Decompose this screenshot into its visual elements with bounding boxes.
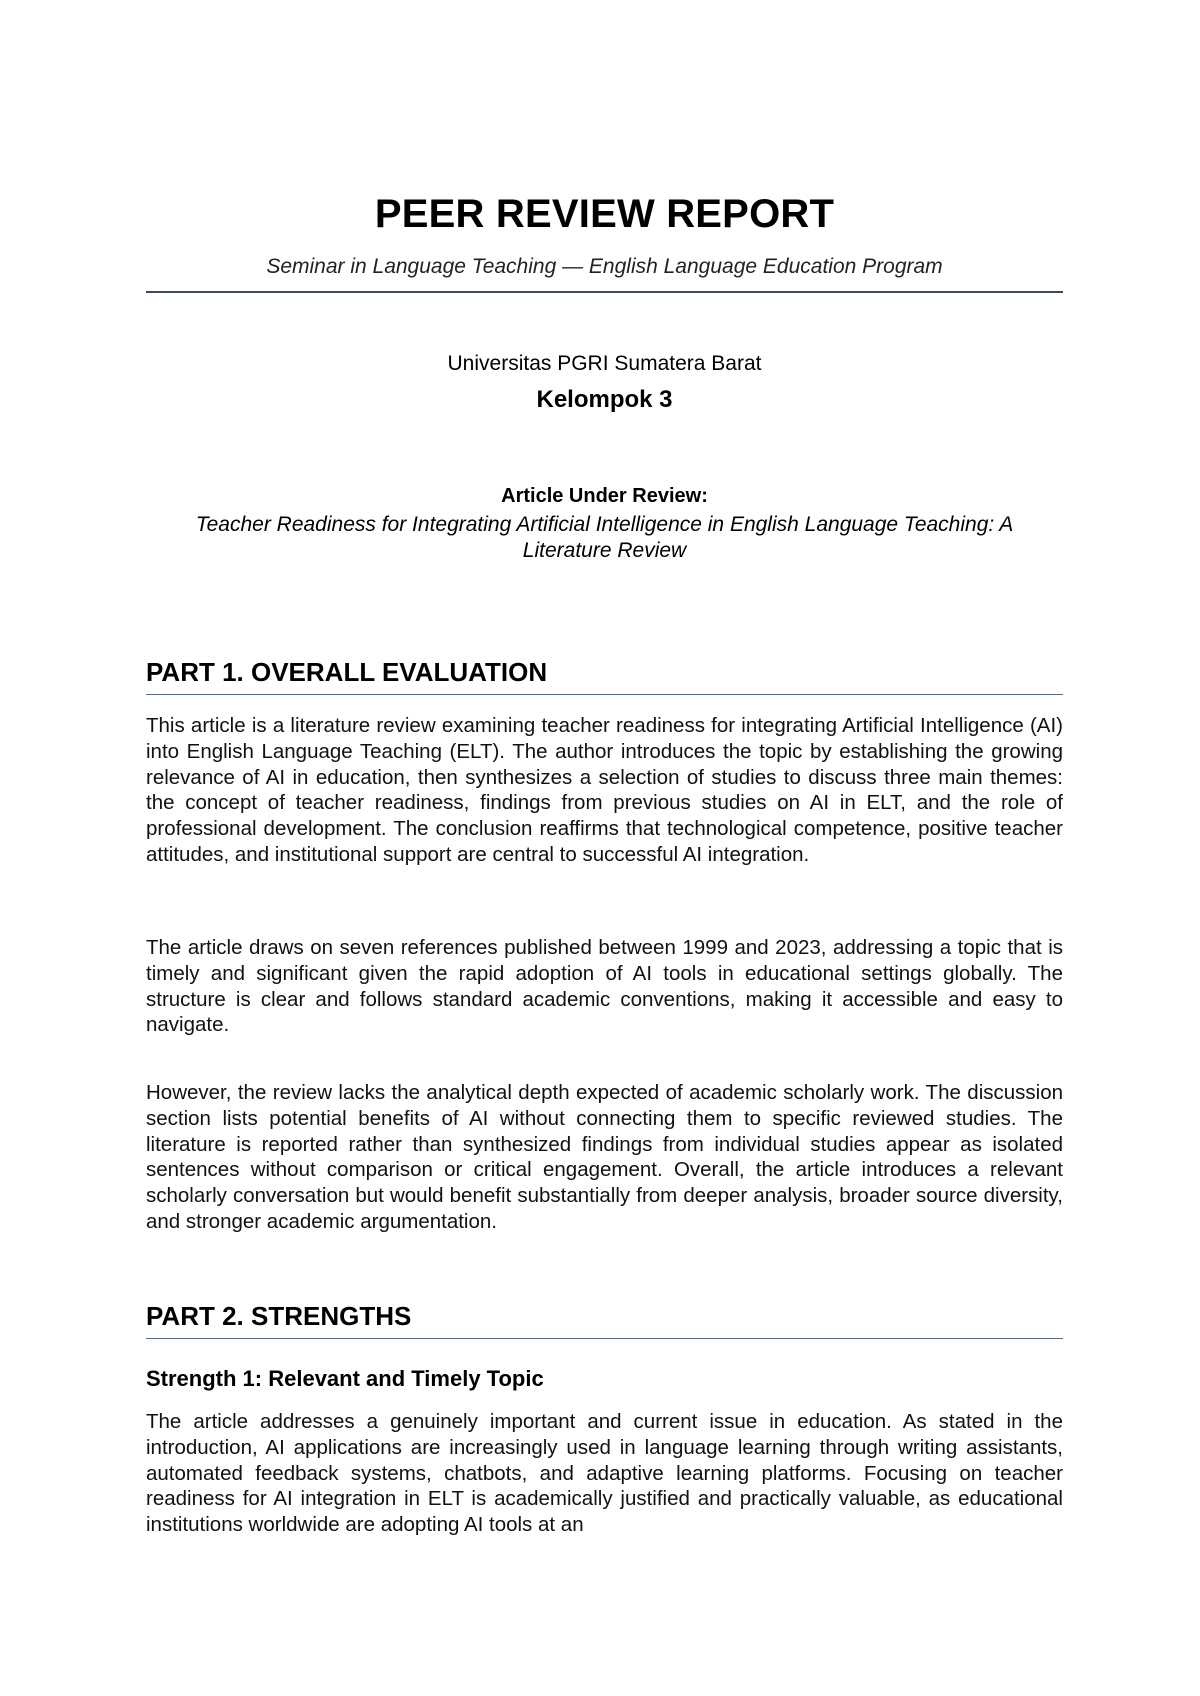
strength1-paragraph: The article addresses a genuinely important and current issue in education. As stated in the introduction, AI applications are increasingly used in language learning through writing assistants, automated feedback systems, chatbots, and adaptive learning platforms. Focusing on teacher readiness for AI integration in ELT is academically justified and practically valuable, as educational institutions worldwide are adopting AI tools at an [146,1410,1063,1537]
title-divider [146,291,1063,293]
article-title: Teacher Readiness for Integrating Artificial Intelligence in English Language Teaching: A Literature Review [195,513,1014,562]
part1-paragraph-2: The article draws on seven references published between 1999 and 2023, addressing a topic that is timely and significant given the rapid adoption of AI tools in educational settings globally. The structure is clear and follows standard academic conventions, making it accessible and easy to navigate. [146,936,1063,1037]
part1-paragraph-1: This article is a literature review examining teacher readiness for integrating Artificial Intelligence (AI) into English Language Teaching (ELT). The author introduces the topic by establishing the growing relevance of AI in education, then synthesizes a selection of studies to discuss three main themes: the concept of teacher readiness, findings from previous studies on AI in ELT, and the role of professional development. The conclusion reaffirms that technological competence, positive teacher attitudes, and institutional support are central to successful AI integration. [146,714,1063,866]
university-name: Universitas PGRI Sumatera Barat [447,352,762,375]
part1-paragraph-3: However, the review lacks the analytical depth expected of academic scholarly work. The discussion section lists potential benefits of AI without connecting them to specific reviewed studies. The literature is reported rather than synthesized findings from individual studies appear as isolated sentences without comparison or critical engagement. Overall, the article introduces a relevant scholarly conversation but would benefit substantially from deeper analysis, broader source diversity, and stronger academic argumentation. [146,1081,1063,1233]
article-under-review-label: Article Under Review: [501,485,708,507]
group-name: Kelompok 3 [536,386,673,413]
part2-heading: PART 2. STRENGTHS [146,1301,412,1331]
report-title: PEER REVIEW REPORT [374,192,835,236]
strength1-heading: Strength 1: Relevant and Timely Topic [146,1366,544,1391]
part2-divider [146,1338,1063,1339]
part1-divider [146,694,1063,695]
part1-heading: PART 1. OVERALL EVALUATION [146,657,548,687]
report-subtitle: Seminar in Language Teaching — English Language Education Program [266,255,943,278]
